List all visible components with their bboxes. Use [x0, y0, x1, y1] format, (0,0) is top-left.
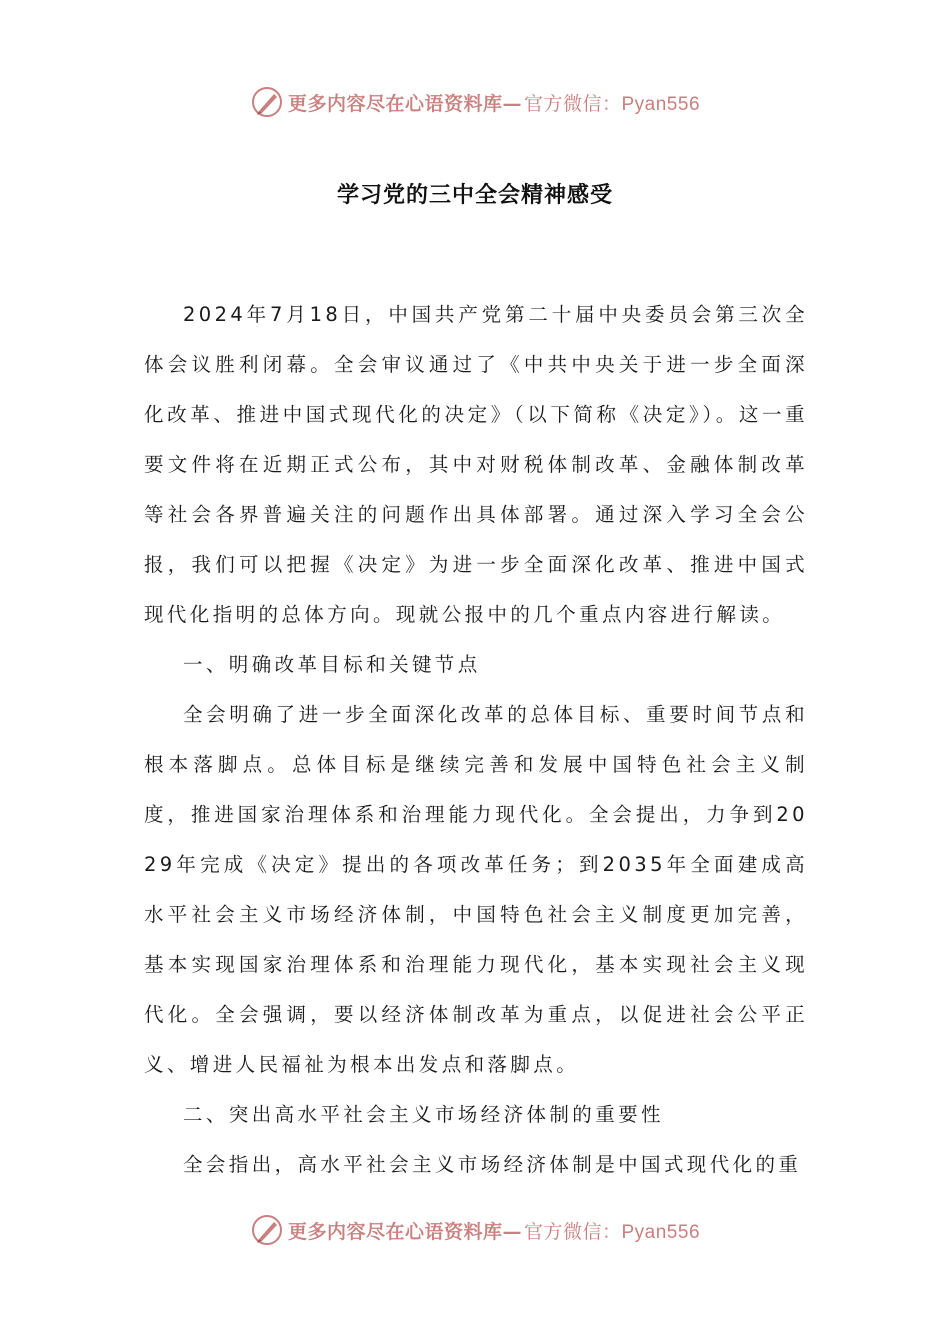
paragraph-section-2: 全会指出，高水平社会主义市场经济体制是中国式现代化的重	[183, 1153, 802, 1176]
paragraph-section-1: 全会明确了进一步全面深化改革的总体目标、重要时间节点和根本落脚点。总体目标是继续完善和发展中国特色社会主义制度，推进国家治理体系和治理能力现代化。全会提出，力争到2029年完成《决定》提出的各项改革任务；到2035年全面建成高水平社会主义市场经济体制，中国特色社会主义制度更加完善，基本实现国家治理体系和治理能力现代化，基本实现社会主义现代化。全会强调，要以经济体制改革为重点，以促进社会公平正义、增进人民福祉为根本出发点和落脚点。	[144, 703, 808, 1076]
section-heading-1: 一、明确改革目标和关键节点	[183, 653, 481, 676]
document-title: 学习党的三中全会精神感受	[336, 183, 613, 208]
watermark-wechat-id: 官方微信：Pyan556	[524, 93, 701, 115]
watermark-wechat-id: 官方微信：Pyan556	[524, 1221, 701, 1243]
pen-logo-icon	[250, 85, 284, 119]
watermark-footer	[0, 1208, 950, 1252]
watermark-text: 更多内容尽在心语资料库—	[287, 92, 522, 115]
section-heading-2: 二、突出高水平社会主义市场经济体制的重要性	[183, 1103, 664, 1126]
watermark-text: 更多内容尽在心语资料库—	[287, 1220, 522, 1243]
pen-logo-icon	[250, 1213, 284, 1247]
paragraph-intro: 2024年7月18日，中国共产党第二十届中央委员会第三次全体会议胜利闭幕。全会审议通过了《中共中央关于进一步全面深化改革、推进中国式现代化的决定》（以下简称《决定》）。这一重要文件将在近期正式公布，其中对财税体制改革、金融体制改革等社会各界普遍关注的问题作出具体部署。通过深入学习全会公报，我们可以把握《决定》为进一步全面深化改革、推进中国式现代化指明的总体方向。现就公报中的几个重点内容进行解读。	[144, 303, 808, 626]
watermark-header	[0, 80, 950, 124]
document-body	[144, 290, 808, 1190]
